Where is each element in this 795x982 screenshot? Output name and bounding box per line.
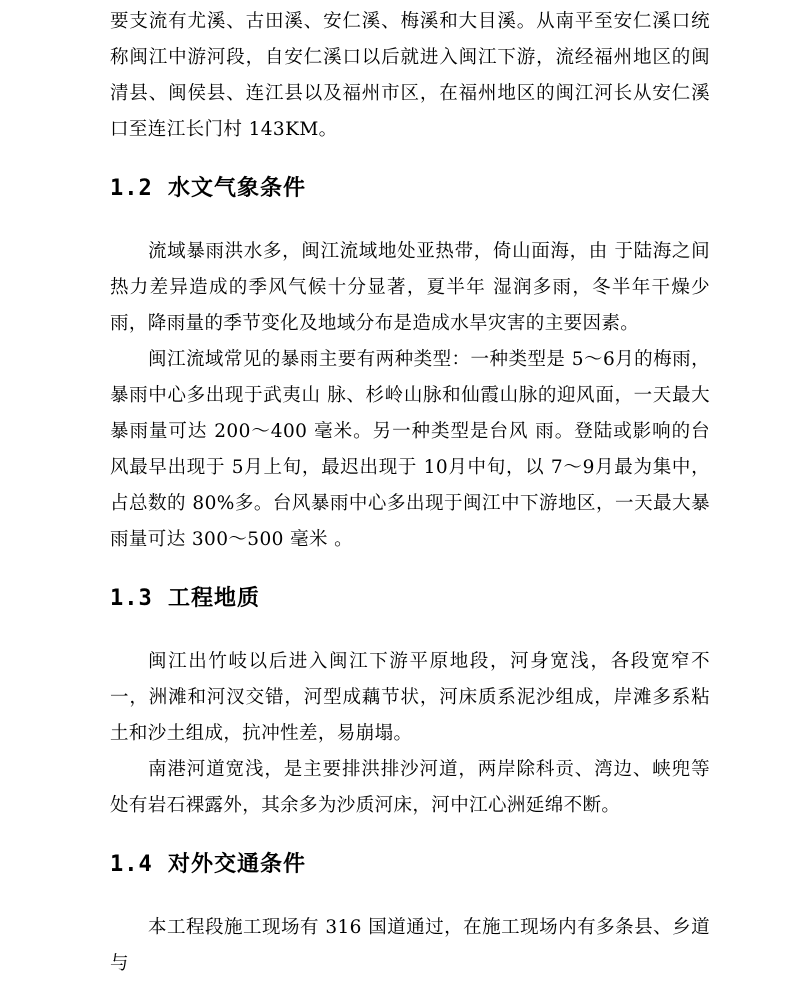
paragraph: 本工程段施工现场有 316 国道通过，在施工现场内有多条县、乡道与 [110, 917, 710, 974]
section-number: 1.4 [110, 852, 153, 877]
paragraph: 南港河道宽浅，是主要排洪排沙河道，两岸除科贡、湾边、峡兜等处有岩石裸露外，其余多为沙质河床，河中江心洲延绵不断。 [110, 759, 710, 816]
section-title: 工程地质 [168, 586, 261, 611]
paragraph: 流域暴雨洪水多，闽江流域地处亚热带，倚山面海，由 于陆海之间热力差异造成的季风气候十分显著，夏半年 湿润多雨，冬半年干燥少雨，降雨量的季节变化及地域分布是造成水旱灾害的主要因素。 [110, 241, 710, 334]
paragraph: 闽江出竹岐以后进入闽江下游平原地段，河身宽浅，各段宽窄不一，洲滩和河汊交错，河型成藕节状，河床质系泥沙组成，岸滩多系粘土和沙土组成，抗冲性差，易崩塌。 [110, 651, 710, 744]
section-heading-hydrology [110, 174, 710, 204]
section-title: 对外交通条件 [168, 852, 307, 877]
section-heading-transport [110, 850, 710, 880]
paragraph: 闽江流域常见的暴雨主要有两种类型：一种类型是 5～6月的梅雨，暴雨中心多出现于武夷山 脉、杉岭山脉和仙霞山脉的迎风面，一天最大暴雨量可达 200～400 毫米。另一种类型是台风 雨。登陆或影响的台风最早出现于 5月上旬，最迟出现于 10月中旬，以 7～9月最为集中，占总数的 80%多。台风暴雨中心多出现于闽江中下游地区，一天最大暴雨量可达 300～500 毫米 。 [110, 349, 710, 550]
section-heading-geology [110, 584, 710, 614]
section-number: 1.3 [110, 586, 153, 611]
document-page [110, 0, 710, 982]
intro-paragraph: 要支流有尤溪、古田溪、安仁溪、梅溪和大目溪。从南平至安仁溪口统称闽江中游河段，自安仁溪口以后就进入闽江下游，流经福州地区的闽清县、闽侯县、连江县以及福州市区，在福州地区的闽江河长从安仁溪口至连江长门村 143KM。 [110, 11, 710, 140]
section-number: 1.2 [110, 176, 153, 201]
section-title: 水文气象条件 [168, 176, 307, 201]
